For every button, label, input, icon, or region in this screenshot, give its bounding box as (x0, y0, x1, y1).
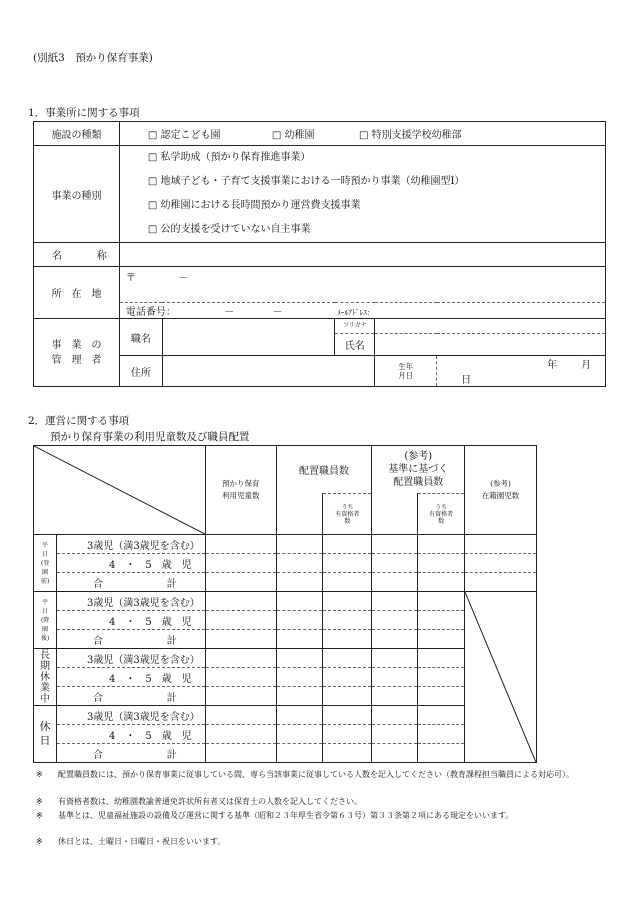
cell-input[interactable] (205, 611, 276, 630)
facility-type-label: 施設の種類 (34, 122, 120, 146)
cell-input[interactable] (323, 687, 372, 706)
staff-qualified-subcol: うち 有資格者 数 (323, 494, 372, 535)
enrolled-na-cell (465, 592, 537, 763)
phone-dash-1: － (224, 307, 235, 318)
cell-input[interactable] (418, 554, 465, 573)
business-type-label: 事業の種別 (34, 146, 120, 243)
checkbox-choujikan-azukari[interactable]: □ 幼稚園における長時間預かり運営費支援事業 (147, 200, 361, 211)
group-long-vacation-label: 長期休業中 (34, 649, 57, 706)
cell-input[interactable] (465, 573, 537, 592)
cell-input[interactable] (276, 687, 323, 706)
row-label: 4 ・ 5 歳 児 (56, 611, 205, 630)
cell-input[interactable] (205, 706, 276, 725)
enrolled-na-diagonal (465, 592, 536, 762)
furigana-field[interactable] (375, 319, 606, 334)
cell-input[interactable] (372, 611, 418, 630)
cell-input[interactable] (418, 687, 465, 706)
cell-input[interactable] (372, 668, 418, 687)
checkbox-ichiji-azukari[interactable]: □ 地域子ども・子育て支援事業における一時預かり事業（幼稚園型Ⅰ） (147, 176, 465, 187)
phone-email-row[interactable] (119, 303, 605, 319)
cell-input[interactable] (205, 630, 276, 649)
cell-input[interactable] (372, 744, 418, 763)
header-diagonal-cell (34, 446, 206, 535)
cell-input[interactable] (418, 706, 465, 725)
cell-input[interactable] (276, 706, 323, 725)
manager-address-field[interactable] (162, 356, 374, 387)
col-users-header: 預かり保育 利用児童数 (205, 446, 276, 535)
cell-input[interactable] (205, 725, 276, 744)
ref-total-subcol (372, 494, 418, 535)
cell-input[interactable] (372, 630, 418, 649)
cell-input[interactable] (323, 668, 372, 687)
cell-input[interactable] (205, 592, 276, 611)
cell-input[interactable] (323, 744, 372, 763)
cell-input[interactable] (465, 535, 537, 554)
cell-input[interactable] (323, 611, 372, 630)
birth-date-field[interactable] (437, 356, 606, 387)
cell-input[interactable] (323, 725, 372, 744)
cell-input[interactable] (323, 706, 372, 725)
group-holiday-label: 休日 (34, 706, 57, 763)
email-label: ﾒｰﾙｱﾄﾞﾚｽ： (337, 308, 375, 317)
cell-input[interactable] (372, 554, 418, 573)
row-label: 4 ・ 5 歳 児 (56, 554, 205, 573)
cell-input[interactable] (205, 668, 276, 687)
cell-input[interactable] (372, 535, 418, 554)
cell-input[interactable] (276, 668, 323, 687)
row-label: 3歳児（満3歳児を含む） (56, 706, 205, 725)
header-diagonal-line (34, 446, 205, 534)
position-field[interactable] (162, 319, 335, 356)
note-item: ※ 休日とは、土曜日・日曜日・祝日をいいます。 (36, 837, 226, 846)
cell-input[interactable] (276, 725, 323, 744)
note-item: ※ 有資格者数は、幼稚園教諭普通免許状所有者又は保育士の人数を記入してください。 (36, 797, 362, 806)
cell-input[interactable] (372, 592, 418, 611)
document-header: (別紙3 預かり保育事業) (33, 52, 153, 64)
cell-input[interactable] (323, 630, 372, 649)
operation-table (33, 445, 537, 763)
person-name-field[interactable] (375, 334, 606, 356)
person-name-label: 氏名 (335, 334, 375, 356)
cell-input[interactable] (205, 687, 276, 706)
cell-input[interactable] (205, 649, 276, 668)
address-label: 住所 (119, 356, 162, 387)
postal-dash: － (178, 273, 189, 284)
position-label: 職名 (119, 319, 162, 356)
manager-label: 事 業 の 管 理 者 (34, 319, 120, 387)
cell-input[interactable] (418, 744, 465, 763)
cell-input[interactable] (372, 573, 418, 592)
cell-input[interactable] (418, 630, 465, 649)
section2-subtitle: 預かり保育事業の利用児童数及び職員配置 (50, 431, 250, 443)
row-label: 4 ・ 5 歳 児 (56, 725, 205, 744)
staff-total-subcol (276, 494, 323, 535)
facility-type-options (119, 122, 605, 146)
furigana-label: フリガナ (335, 319, 375, 334)
cell-input[interactable] (418, 611, 465, 630)
cell-input[interactable] (418, 573, 465, 592)
cell-input[interactable] (205, 535, 276, 554)
cell-input[interactable] (372, 706, 418, 725)
cell-input[interactable] (276, 649, 323, 668)
postal-mark: 〒 (125, 273, 136, 284)
cell-input[interactable] (418, 535, 465, 554)
day-label: 日 (461, 375, 472, 386)
row-label: 4 ・ 5 歳 児 (56, 668, 205, 687)
cell-input[interactable] (323, 573, 372, 592)
month-label: 月 (581, 360, 592, 371)
cell-input[interactable] (276, 744, 323, 763)
note-item: ※ 基準とは、児童福祉施設の設備及び運営に関する基準（昭和２３年厚生省令第６３号）第３３条第２項にある規定をいいます。 (36, 811, 514, 820)
total-label: 合 計 (56, 744, 205, 763)
cell-input[interactable] (323, 554, 372, 573)
group-weekday-after-label: 平日 (降園後) (34, 592, 57, 649)
col-enrolled-header: (参考) 在籍園児数 (465, 446, 537, 535)
name-label: 名 称 (34, 243, 120, 267)
cell-input[interactable] (205, 554, 276, 573)
birth-label: 生年 月日 (375, 356, 437, 387)
cell-input[interactable] (276, 573, 323, 592)
cell-input[interactable] (205, 744, 276, 763)
cell-input[interactable] (372, 649, 418, 668)
col-reference-header: (参考) 基準に基づく 配置職員数 (372, 446, 465, 494)
cell-input[interactable] (418, 649, 465, 668)
total-label: 合 計 (56, 573, 205, 592)
cell-input[interactable] (276, 554, 323, 573)
row-label: 3歳児（満3歳児を含む） (56, 649, 205, 668)
checkbox-tokubetsu-shien[interactable]: □ 特別支援学校幼稚部 (358, 130, 462, 141)
row-label: 3歳児（満3歳児を含む） (56, 535, 205, 554)
phone-dash-2: － (272, 307, 283, 318)
note-item: ※ 配置職員数には、預かり保育事業に従事している間、専ら当該事業に従事している人数を記入してください（教育課程担当職員による対応可）。 (36, 770, 574, 779)
group-weekday-before-label: 平日 (登園前) (34, 535, 57, 592)
cell-input[interactable] (323, 649, 372, 668)
phone-label: 電話番号： (125, 307, 176, 318)
ref-qualified-subcol: うち 有資格者 数 (418, 494, 465, 535)
cell-input[interactable] (205, 573, 276, 592)
checkbox-shigaku-josei[interactable]: □ 私学助成（預かり保育推進事業） (147, 152, 311, 163)
year-label: 年 (547, 360, 558, 371)
total-label: 合 計 (56, 687, 205, 706)
section1-title: 1．事業所に関する事項 (28, 107, 140, 119)
cell-input[interactable] (276, 630, 323, 649)
checkbox-youchien[interactable]: □ 幼稚園 (271, 130, 315, 141)
facility-info-table (33, 121, 606, 387)
cell-input[interactable] (418, 668, 465, 687)
name-field[interactable] (119, 243, 605, 267)
cell-input[interactable] (418, 592, 465, 611)
cell-input[interactable] (372, 725, 418, 744)
cell-input[interactable] (323, 592, 372, 611)
cell-input[interactable] (323, 535, 372, 554)
cell-input[interactable] (276, 535, 323, 554)
col-staff-header: 配置職員数 (276, 446, 372, 494)
cell-input[interactable] (418, 725, 465, 744)
cell-input[interactable] (276, 592, 323, 611)
checkbox-nintei-kodomoen[interactable]: □ 認定こども園 (147, 130, 221, 141)
cell-input[interactable] (465, 554, 537, 573)
checkbox-jishu-jigyou[interactable]: □ 公的支援を受けていない自主事業 (147, 224, 311, 235)
cell-input[interactable] (276, 611, 323, 630)
row-label: 3歳児（満3歳児を含む） (56, 592, 205, 611)
total-label: 合 計 (56, 630, 205, 649)
address-field[interactable] (119, 267, 605, 303)
location-label: 所 在 地 (34, 267, 120, 319)
business-type-options (119, 146, 605, 243)
cell-input[interactable] (372, 687, 418, 706)
section2-title: 2．運営に関する事項 (28, 415, 130, 427)
